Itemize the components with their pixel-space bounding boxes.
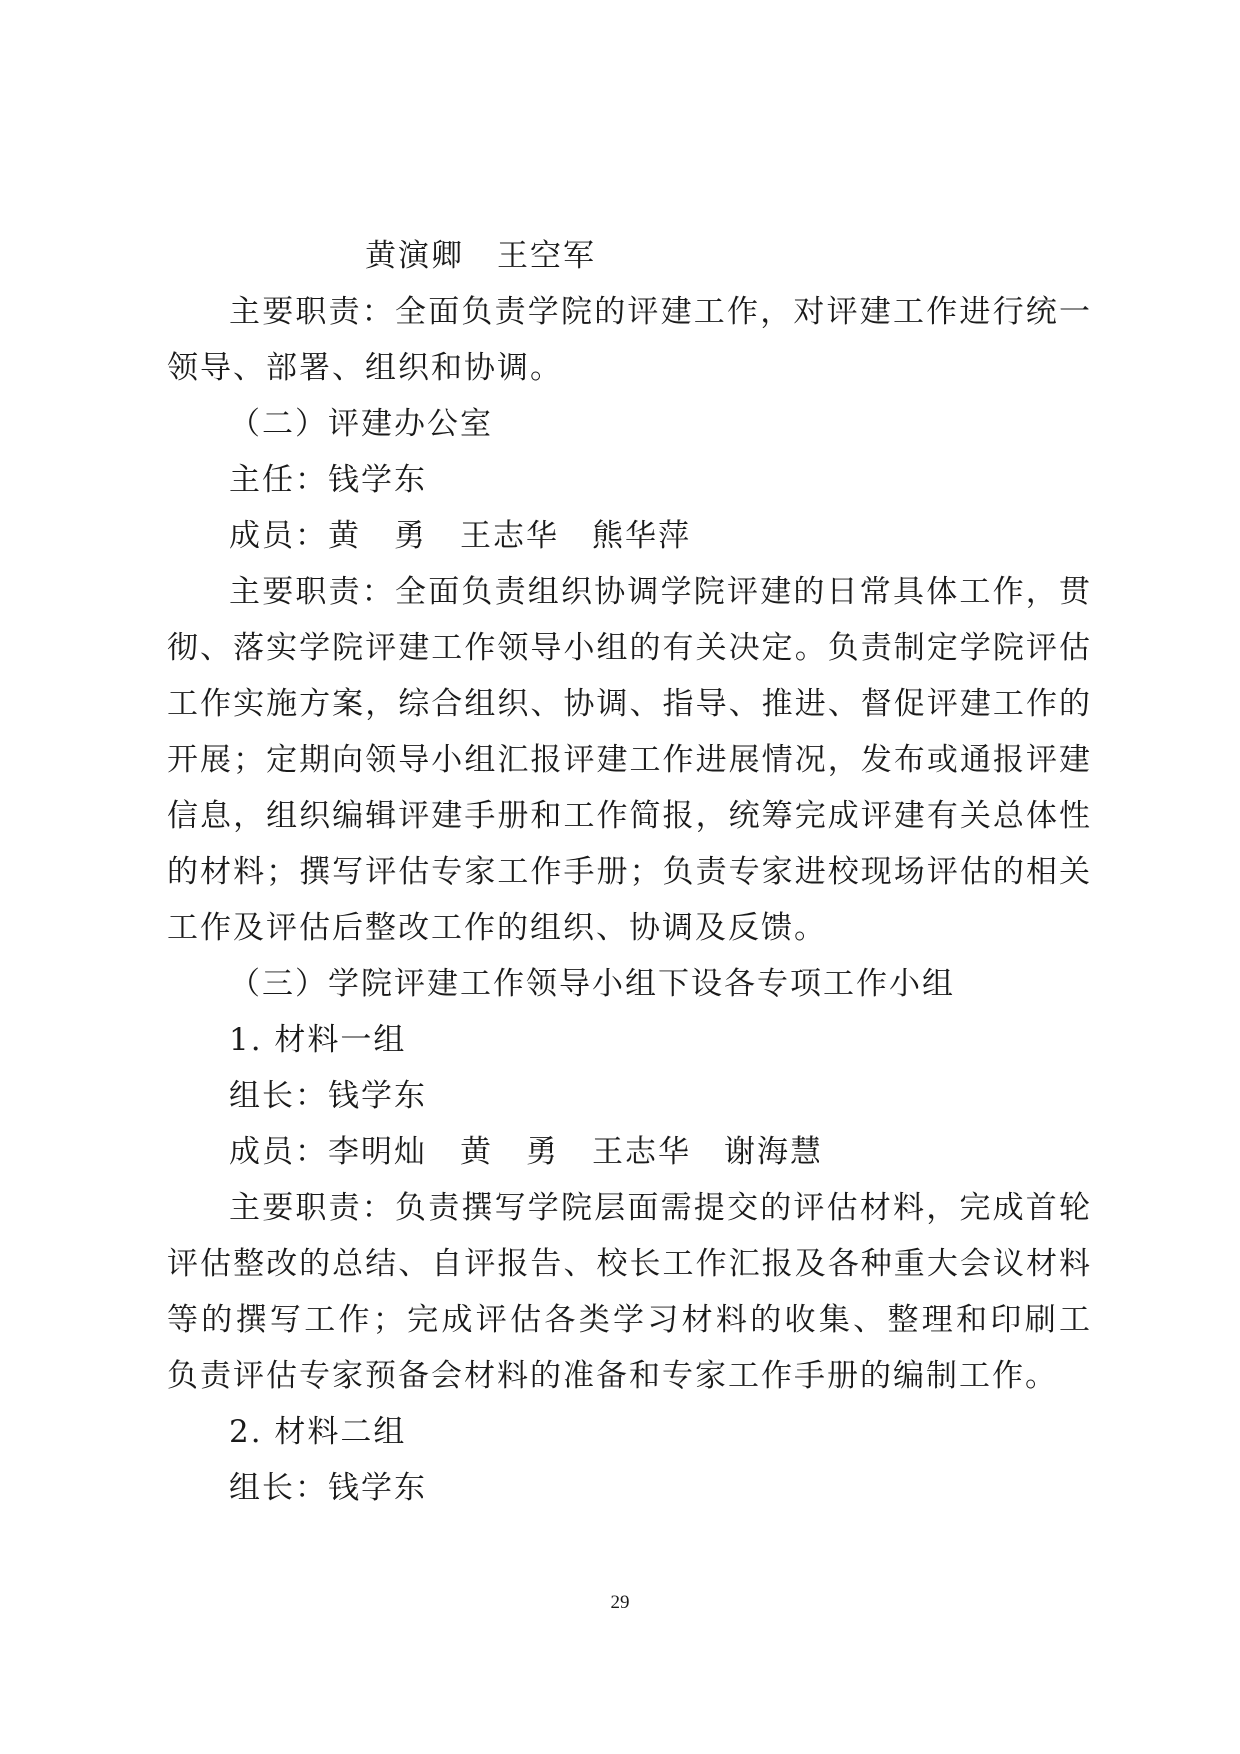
text-line: 开展；定期向领导小组汇报评建工作进展情况，发布或通报评建: [167, 742, 1092, 778]
text-line: 成员：李明灿 黄 勇 王志华 谢海慧: [229, 1134, 823, 1170]
text-line: 的材料；撰写评估专家工作手册；负责专家进校现场评估的相关: [167, 854, 1092, 890]
text-line: 主要职责：全面负责组织协调学院评建的日常具体工作，贯: [229, 574, 1092, 610]
text-line: 组长：钱学东: [229, 1470, 427, 1506]
text-line: 成员：黄 勇 王志华 熊华萍: [229, 518, 691, 554]
text-line: 负责评估专家预备会材料的准备和专家工作手册的编制工作。: [167, 1358, 1058, 1394]
text-line: 主任：钱学东: [229, 462, 427, 498]
section-heading: （三）学院评建工作领导小组下设各专项工作小组: [229, 966, 955, 1002]
text-line: 工作及评估后整改工作的组织、协调及反馈。: [167, 910, 827, 946]
text-line: 组长：钱学东: [229, 1078, 427, 1114]
section-heading: （二）评建办公室: [229, 406, 493, 442]
text-line: 彻、落实学院评建工作领导小组的有关决定。负责制定学院评估: [167, 630, 1092, 666]
subsection-heading: 2. 材料二组: [229, 1414, 407, 1450]
text-line: 信息，组织编辑评建手册和工作简报，统筹完成评建有关总体性: [167, 798, 1092, 834]
text-line: 工作实施方案，综合组织、协调、指导、推进、督促评建工作的: [167, 686, 1092, 722]
subsection-heading: 1. 材料一组: [229, 1022, 407, 1058]
body-text: [167, 228, 1092, 1516]
text-line: 领导、部署、组织和协调。: [167, 350, 563, 386]
text-line: 主要职责：全面负责学院的评建工作，对评建工作进行统一: [229, 294, 1092, 330]
text-line: 等的撰写工作；完成评估各类学习材料的收集、整理和印刷工: [167, 1302, 1092, 1338]
text-line-names: 黄演卿 王空军: [365, 238, 596, 274]
page-number: 29: [610, 1592, 630, 1613]
text-line: 评估整改的总结、自评报告、校长工作汇报及各种重大会议材料: [167, 1246, 1092, 1282]
text-line: 主要职责：负责撰写学院层面需提交的评估材料，完成首轮: [229, 1190, 1092, 1226]
